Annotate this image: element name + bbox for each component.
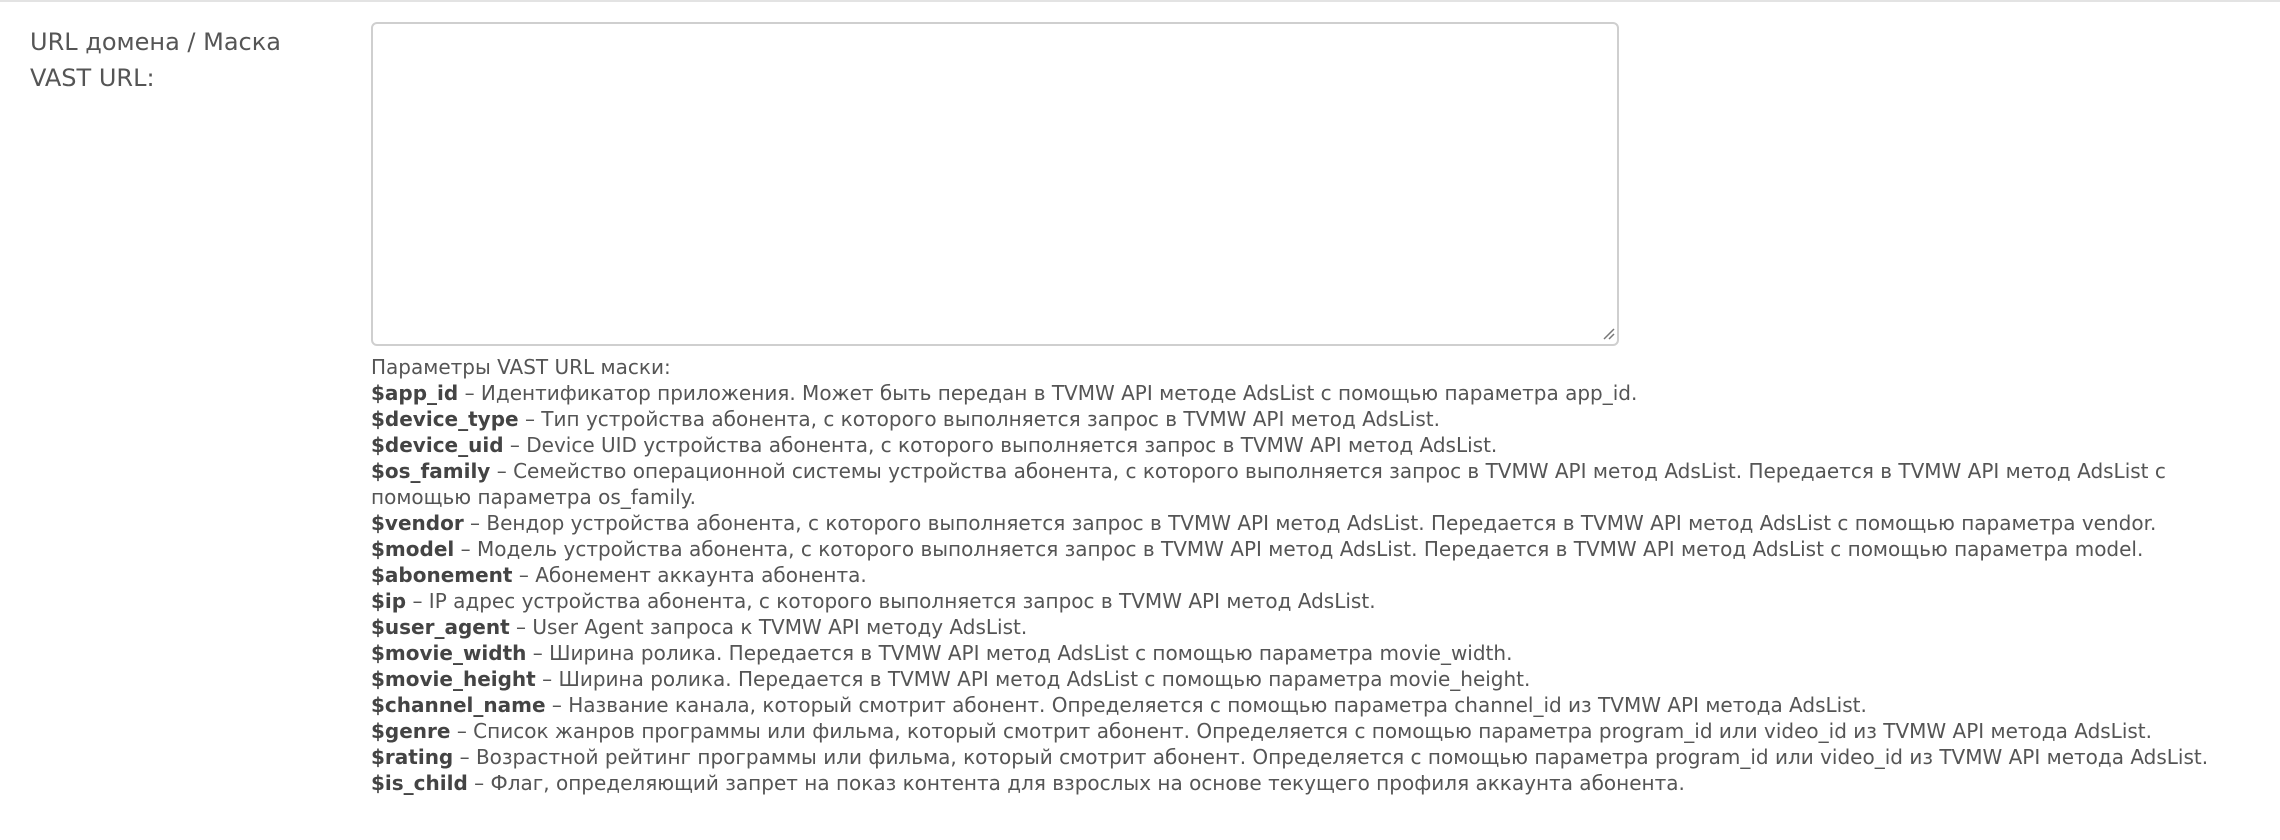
param-description: – Название канала, который смотрит абонент. Определяется с помощью параметра channel_id из TVMW API метода AdsList. (545, 693, 1867, 717)
vast-url-help (371, 354, 2261, 796)
param-name: $genre (371, 719, 451, 743)
param-description: – Device UID устройства абонента, с которого выполняется запрос в TVMW API метод AdsList. (503, 433, 1498, 457)
param-name: $app_id (371, 381, 459, 405)
param-name: $os_family (371, 459, 491, 483)
vast-url-label-line1: URL домена / Маска (30, 28, 281, 56)
param-name: $device_uid (371, 433, 504, 457)
param-item (371, 510, 2261, 536)
vast-url-textarea-wrap (371, 22, 1619, 346)
param-description: – Список жанров программы или фильма, который смотрит абонент. Определяется с помощью параметра program_id или video_id из TVMW API метода AdsList. (450, 719, 2153, 743)
param-description: – Флаг, определяющий запрет на показ контента для взрослых на основе текущего профиля аккаунта абонента. (467, 771, 1685, 795)
param-description: – Ширина ролика. Передается в TVMW API метод AdsList с помощью параметра movie_height. (535, 667, 1531, 691)
param-description: – Вендор устройства абонента, с которого выполняется запрос в TVMW API метод AdsList. Передается в TVMW API метод AdsList с помощью параметра vendor. (463, 511, 2157, 535)
param-description: – Ширина ролика. Передается в TVMW API метод AdsList с помощью параметра movie_width. (526, 641, 1513, 665)
param-name: $abonement (371, 563, 513, 587)
param-name: $channel_name (371, 693, 546, 717)
param-item (371, 380, 2261, 406)
param-item (371, 406, 2261, 432)
param-list (371, 380, 2261, 796)
vast-url-label-line2: VAST URL: (30, 64, 155, 92)
help-title: Параметры VAST URL маски: (371, 355, 671, 379)
param-description: – Семейство операционной системы устройства абонента, с которого выполняется запрос в TVMW API метод AdsList. Передается в TVMW API метод AdsList с помощью параметра os_family. (371, 459, 2166, 509)
param-item (371, 640, 2261, 666)
resize-grip-icon[interactable] (1601, 326, 1615, 340)
param-item (371, 562, 2261, 588)
param-description: – Тип устройства абонента, с которого выполняется запрос в TVMW API метод AdsList. (518, 407, 1440, 431)
param-item (371, 770, 2261, 796)
param-description: – Идентификатор приложения. Может быть передан в TVMW API методе AdsList с помощью параметра app_id. (458, 381, 1638, 405)
param-name: $ip (371, 589, 407, 613)
vast-url-textarea[interactable] (371, 22, 1619, 346)
param-item (371, 614, 2261, 640)
param-item (371, 536, 2261, 562)
param-item (371, 588, 2261, 614)
param-name: $model (371, 537, 455, 561)
param-name: $vendor (371, 511, 464, 535)
param-name: $device_type (371, 407, 519, 431)
param-description: – User Agent запроса к TVMW API методу AdsList. (509, 615, 1028, 639)
param-item (371, 744, 2261, 770)
param-item (371, 692, 2261, 718)
param-item (371, 432, 2261, 458)
param-item (371, 458, 2261, 510)
vast-url-label (30, 24, 330, 96)
param-description: – Возрастной рейтинг программы или фильма, который смотрит абонент. Определяется с помощью параметра program_id или video_id из TVMW API метода AdsList. (453, 745, 2209, 769)
param-name: $rating (371, 745, 454, 769)
param-description: – Модель устройства абонента, с которого выполняется запрос в TVMW API метод AdsList. Передается в TVMW API метод AdsList с помощью параметра model. (454, 537, 2144, 561)
param-name: $user_agent (371, 615, 510, 639)
param-description: – IP адрес устройства абонента, с которого выполняется запрос в TVMW API метод AdsList. (406, 589, 1376, 613)
param-item (371, 718, 2261, 744)
param-name: $movie_height (371, 667, 536, 691)
param-name: $movie_width (371, 641, 527, 665)
param-name: $is_child (371, 771, 468, 795)
param-description: – Абонемент аккаунта абонента. (512, 563, 867, 587)
param-item (371, 666, 2261, 692)
